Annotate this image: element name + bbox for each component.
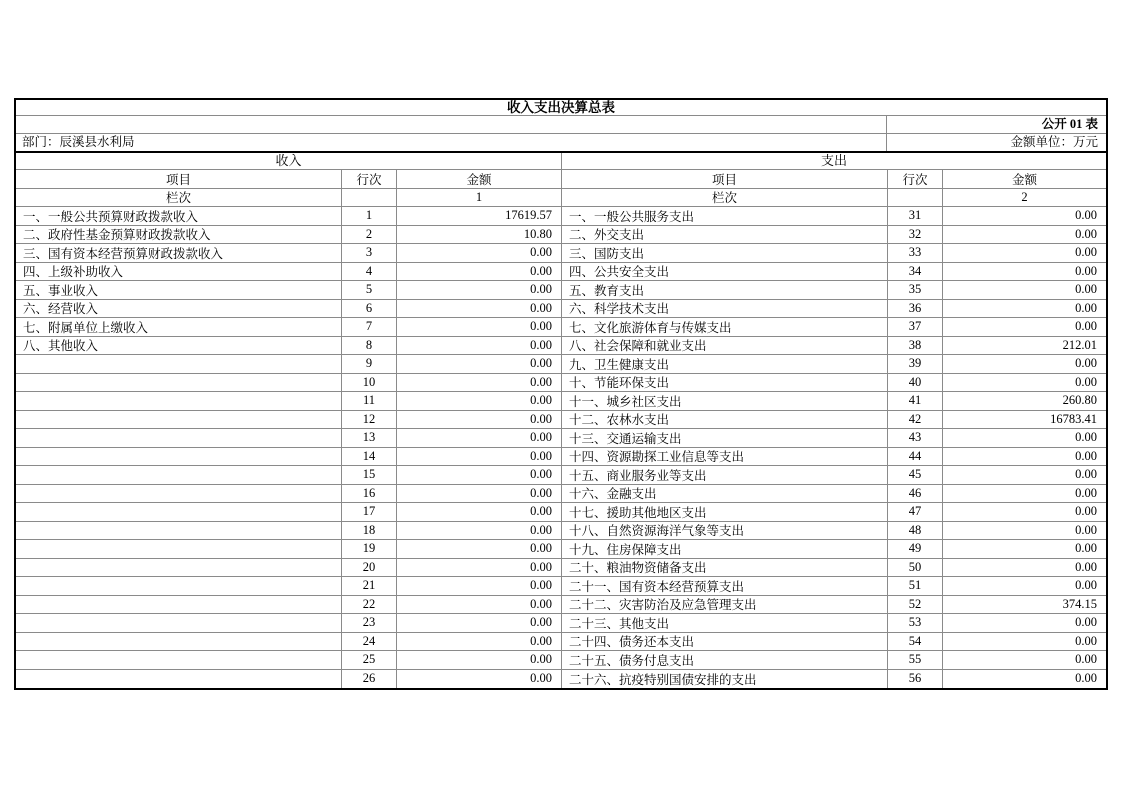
item-cell [16, 503, 341, 521]
table-row [16, 614, 561, 633]
table-row [562, 633, 1106, 652]
expenditure-lan-label: 栏次 [711, 191, 737, 206]
table-row [16, 577, 561, 596]
line-number-cell: 37 [887, 318, 942, 336]
amount-cell: 212.01 [942, 337, 1106, 355]
table-row [16, 263, 561, 282]
amount-cell: 0.00 [942, 300, 1106, 318]
expenditure-column-header-row [562, 170, 1106, 189]
item-cell [16, 577, 341, 595]
line-number-cell: 5 [341, 281, 396, 299]
expenditure-section [561, 153, 1106, 688]
item-cell: 二、政府性基金预算财政拨款收入 [23, 228, 211, 243]
expenditure-section-title: 支出 [562, 153, 1106, 170]
line-number-cell: 43 [887, 429, 942, 447]
line-number-cell: 36 [887, 300, 942, 318]
income-column-number-row [16, 189, 561, 208]
department-label: 部门：辰溪县水利局 [22, 135, 135, 149]
table-row [16, 633, 561, 652]
table-row [562, 466, 1106, 485]
line-number-cell: 54 [887, 633, 942, 651]
amount-cell: 0.00 [942, 559, 1106, 577]
item-cell [16, 670, 341, 689]
item-cell: 十五、商业服务业等支出 [569, 468, 707, 483]
line-number-cell: 24 [341, 633, 396, 651]
line-number-cell: 6 [341, 300, 396, 318]
amount-cell: 0.00 [396, 337, 561, 355]
item-cell: 二十、粮油物资储备支出 [569, 561, 707, 576]
line-number-cell: 11 [341, 392, 396, 410]
item-cell [16, 374, 341, 392]
table-row [16, 429, 561, 448]
income-col-header-line: 行次 [341, 170, 396, 188]
line-number-cell: 39 [887, 355, 942, 373]
amount-cell: 0.00 [396, 466, 561, 484]
table-row [16, 596, 561, 615]
item-cell: 二十六、抗疫特别国债安排的支出 [569, 672, 757, 687]
table-row [562, 559, 1106, 578]
amount-cell: 0.00 [942, 263, 1106, 281]
table-row [562, 577, 1106, 596]
table-row [16, 374, 561, 393]
item-cell [16, 411, 341, 429]
item-cell [16, 651, 341, 669]
amount-cell: 0.00 [396, 374, 561, 392]
item-cell: 八、社会保障和就业支出 [569, 339, 707, 354]
sheet-tag-row [16, 116, 1106, 134]
amount-cell: 16783.41 [942, 411, 1106, 429]
line-number-cell: 15 [341, 466, 396, 484]
amount-cell: 0.00 [396, 300, 561, 318]
line-number-cell: 41 [887, 392, 942, 410]
line-number-cell: 38 [887, 337, 942, 355]
amount-cell: 0.00 [396, 503, 561, 521]
income-col-header-item: 项目 [165, 172, 191, 187]
table-row [16, 522, 561, 541]
item-cell: 二十四、债务还本支出 [569, 635, 695, 650]
amount-cell: 0.00 [942, 577, 1106, 595]
item-cell [16, 633, 341, 651]
line-number-cell: 7 [341, 318, 396, 336]
amount-cell: 0.00 [396, 355, 561, 373]
item-cell [16, 485, 341, 503]
amount-cell: 0.00 [942, 226, 1106, 244]
table-row [16, 670, 561, 689]
expenditure-lan-col-no: 2 [942, 189, 1106, 207]
item-cell: 二十二、灾害防治及应急管理支出 [569, 598, 757, 613]
amount-cell: 0.00 [396, 281, 561, 299]
table-row [562, 614, 1106, 633]
line-number-cell: 32 [887, 226, 942, 244]
line-number-cell: 23 [341, 614, 396, 632]
line-number-cell: 35 [887, 281, 942, 299]
table-row [16, 503, 561, 522]
amount-cell: 0.00 [396, 633, 561, 651]
table-row [562, 411, 1106, 430]
table-row [562, 448, 1106, 467]
line-number-cell: 48 [887, 522, 942, 540]
amount-cell: 0.00 [396, 318, 561, 336]
item-cell: 六、科学技术支出 [569, 302, 670, 317]
amount-cell: 0.00 [396, 651, 561, 669]
item-cell: 一、一般公共预算财政拨款收入 [23, 209, 199, 224]
income-rows [16, 207, 561, 688]
amount-cell: 0.00 [942, 281, 1106, 299]
table-row [562, 226, 1106, 245]
line-number-cell: 45 [887, 466, 942, 484]
table-row [562, 503, 1106, 522]
income-lan-label: 栏次 [165, 191, 191, 206]
amount-cell: 0.00 [942, 448, 1106, 466]
table-row [16, 337, 561, 356]
amount-cell: 0.00 [942, 540, 1106, 558]
item-cell: 十二、农林水支出 [569, 413, 670, 428]
table-row [562, 392, 1106, 411]
amount-cell: 10.80 [396, 226, 561, 244]
item-cell [16, 392, 341, 410]
expenditure-col-header-item: 项目 [711, 172, 737, 187]
sheet-title: 收入支出决算总表 [16, 100, 1106, 116]
amount-cell: 0.00 [396, 392, 561, 410]
table-row [16, 651, 561, 670]
item-cell [16, 466, 341, 484]
item-cell: 三、国有资本经营预算财政拨款收入 [23, 246, 224, 261]
item-cell: 七、文化旅游体育与传媒支出 [569, 320, 732, 335]
table-row [16, 540, 561, 559]
income-col-header-amount: 金额 [396, 170, 561, 188]
item-cell [16, 596, 341, 614]
table-row [16, 448, 561, 467]
amount-cell: 0.00 [942, 485, 1106, 503]
expenditure-column-number-row [562, 189, 1106, 208]
amount-cell: 0.00 [942, 429, 1106, 447]
amount-unit-label: 金额单位：万元 [886, 134, 1106, 151]
sheet-tag-row-spacer [16, 116, 886, 133]
line-number-cell: 13 [341, 429, 396, 447]
item-cell [16, 614, 341, 632]
line-number-cell: 19 [341, 540, 396, 558]
amount-cell: 0.00 [396, 429, 561, 447]
line-number-cell: 34 [887, 263, 942, 281]
line-number-cell: 51 [887, 577, 942, 595]
table-row [562, 429, 1106, 448]
table-row [16, 300, 561, 319]
table-row [16, 411, 561, 430]
amount-cell: 0.00 [396, 540, 561, 558]
line-number-cell: 55 [887, 651, 942, 669]
line-number-cell: 49 [887, 540, 942, 558]
table-row [562, 263, 1106, 282]
amount-cell: 0.00 [942, 355, 1106, 373]
amount-cell: 0.00 [942, 633, 1106, 651]
item-cell: 二十五、债务付息支出 [569, 653, 695, 668]
item-cell: 十八、自然资源海洋气象等支出 [569, 524, 745, 539]
line-number-cell: 9 [341, 355, 396, 373]
line-number-cell: 20 [341, 559, 396, 577]
amount-cell: 0.00 [396, 448, 561, 466]
item-cell: 十、节能环保支出 [569, 376, 670, 391]
item-cell: 八、其他收入 [23, 339, 99, 354]
line-number-cell: 1 [341, 207, 396, 225]
line-number-cell: 31 [887, 207, 942, 225]
table-row [562, 244, 1106, 263]
line-number-cell: 46 [887, 485, 942, 503]
item-cell [16, 355, 341, 373]
table-row [16, 244, 561, 263]
table-row [562, 281, 1106, 300]
sheet-tag: 公开 01 表 [886, 116, 1106, 133]
table-row [562, 596, 1106, 615]
item-cell: 九、卫生健康支出 [569, 357, 670, 372]
department-row [16, 134, 1106, 153]
amount-cell: 0.00 [942, 522, 1106, 540]
item-cell: 二十三、其他支出 [569, 616, 670, 631]
line-number-cell: 40 [887, 374, 942, 392]
line-number-cell: 56 [887, 670, 942, 689]
table-row [16, 559, 561, 578]
line-number-cell: 12 [341, 411, 396, 429]
expenditure-rows [562, 207, 1106, 688]
item-cell [16, 429, 341, 447]
table-row [16, 226, 561, 245]
line-number-cell: 25 [341, 651, 396, 669]
table-row [562, 318, 1106, 337]
item-cell: 二十一、国有资本经营预算支出 [569, 579, 745, 594]
table-row [16, 207, 561, 226]
table-row [16, 485, 561, 504]
item-cell: 十三、交通运输支出 [569, 431, 682, 446]
table-row [562, 337, 1106, 356]
line-number-cell: 22 [341, 596, 396, 614]
amount-cell: 0.00 [396, 614, 561, 632]
table-row [16, 392, 561, 411]
line-number-cell: 4 [341, 263, 396, 281]
item-cell: 六、经营收入 [23, 302, 99, 317]
amount-cell: 0.00 [942, 318, 1106, 336]
amount-cell: 0.00 [396, 522, 561, 540]
line-number-cell: 52 [887, 596, 942, 614]
item-cell: 五、事业收入 [23, 283, 99, 298]
item-cell: 五、教育支出 [569, 283, 645, 298]
table-row [562, 207, 1106, 226]
item-cell: 四、上级补助收入 [23, 265, 124, 280]
amount-cell: 260.80 [942, 392, 1106, 410]
line-number-cell: 3 [341, 244, 396, 262]
item-cell: 七、附属单位上缴收入 [23, 320, 149, 335]
amount-cell: 0.00 [942, 374, 1106, 392]
expenditure-col-header-line: 行次 [887, 170, 942, 188]
table-row [562, 670, 1106, 689]
item-cell: 二、外交支出 [569, 228, 645, 243]
line-number-cell: 18 [341, 522, 396, 540]
line-number-cell: 10 [341, 374, 396, 392]
line-number-cell: 53 [887, 614, 942, 632]
line-number-cell: 42 [887, 411, 942, 429]
table-row [16, 318, 561, 337]
amount-cell: 0.00 [396, 577, 561, 595]
table-row [562, 485, 1106, 504]
item-cell [16, 559, 341, 577]
amount-cell: 0.00 [396, 670, 561, 689]
line-number-cell: 21 [341, 577, 396, 595]
income-column-header-row [16, 170, 561, 189]
amount-cell: 0.00 [396, 559, 561, 577]
line-number-cell: 50 [887, 559, 942, 577]
line-number-cell: 8 [341, 337, 396, 355]
item-cell: 一、一般公共服务支出 [569, 209, 695, 224]
income-lan-line [341, 189, 396, 207]
table-row [562, 355, 1106, 374]
amount-cell: 0.00 [396, 485, 561, 503]
item-cell [16, 540, 341, 558]
table-row [562, 540, 1106, 559]
table-row [562, 374, 1106, 393]
line-number-cell: 26 [341, 670, 396, 689]
table-body [16, 153, 1106, 688]
final-accounts-summary-table [14, 98, 1108, 690]
amount-cell: 0.00 [942, 466, 1106, 484]
expenditure-lan-line [887, 189, 942, 207]
line-number-cell: 16 [341, 485, 396, 503]
expenditure-col-header-amount: 金额 [942, 170, 1106, 188]
line-number-cell: 2 [341, 226, 396, 244]
line-number-cell: 47 [887, 503, 942, 521]
item-cell: 十一、城乡社区支出 [569, 394, 682, 409]
table-row [562, 522, 1106, 541]
amount-cell: 0.00 [942, 670, 1106, 689]
income-lan-col-no: 1 [396, 189, 561, 207]
amount-cell: 374.15 [942, 596, 1106, 614]
line-number-cell: 14 [341, 448, 396, 466]
table-row [16, 281, 561, 300]
line-number-cell: 33 [887, 244, 942, 262]
line-number-cell: 17 [341, 503, 396, 521]
amount-cell: 0.00 [396, 596, 561, 614]
amount-cell: 0.00 [942, 207, 1106, 225]
income-section [16, 153, 561, 688]
item-cell: 十四、资源勘探工业信息等支出 [569, 450, 745, 465]
table-row [562, 300, 1106, 319]
table-row [16, 466, 561, 485]
amount-cell: 0.00 [396, 411, 561, 429]
line-number-cell: 44 [887, 448, 942, 466]
amount-cell: 0.00 [942, 503, 1106, 521]
amount-cell: 0.00 [942, 614, 1106, 632]
item-cell [16, 522, 341, 540]
table-row [16, 355, 561, 374]
amount-cell: 17619.57 [396, 207, 561, 225]
item-cell: 十七、援助其他地区支出 [569, 505, 707, 520]
item-cell: 十六、金融支出 [569, 487, 657, 502]
item-cell: 四、公共安全支出 [569, 265, 670, 280]
income-section-title: 收入 [16, 153, 561, 170]
item-cell [16, 448, 341, 466]
item-cell: 三、国防支出 [569, 246, 645, 261]
amount-cell: 0.00 [396, 263, 561, 281]
item-cell: 十九、住房保障支出 [569, 542, 682, 557]
amount-cell: 0.00 [942, 651, 1106, 669]
amount-cell: 0.00 [942, 244, 1106, 262]
amount-cell: 0.00 [396, 244, 561, 262]
table-row [562, 651, 1106, 670]
